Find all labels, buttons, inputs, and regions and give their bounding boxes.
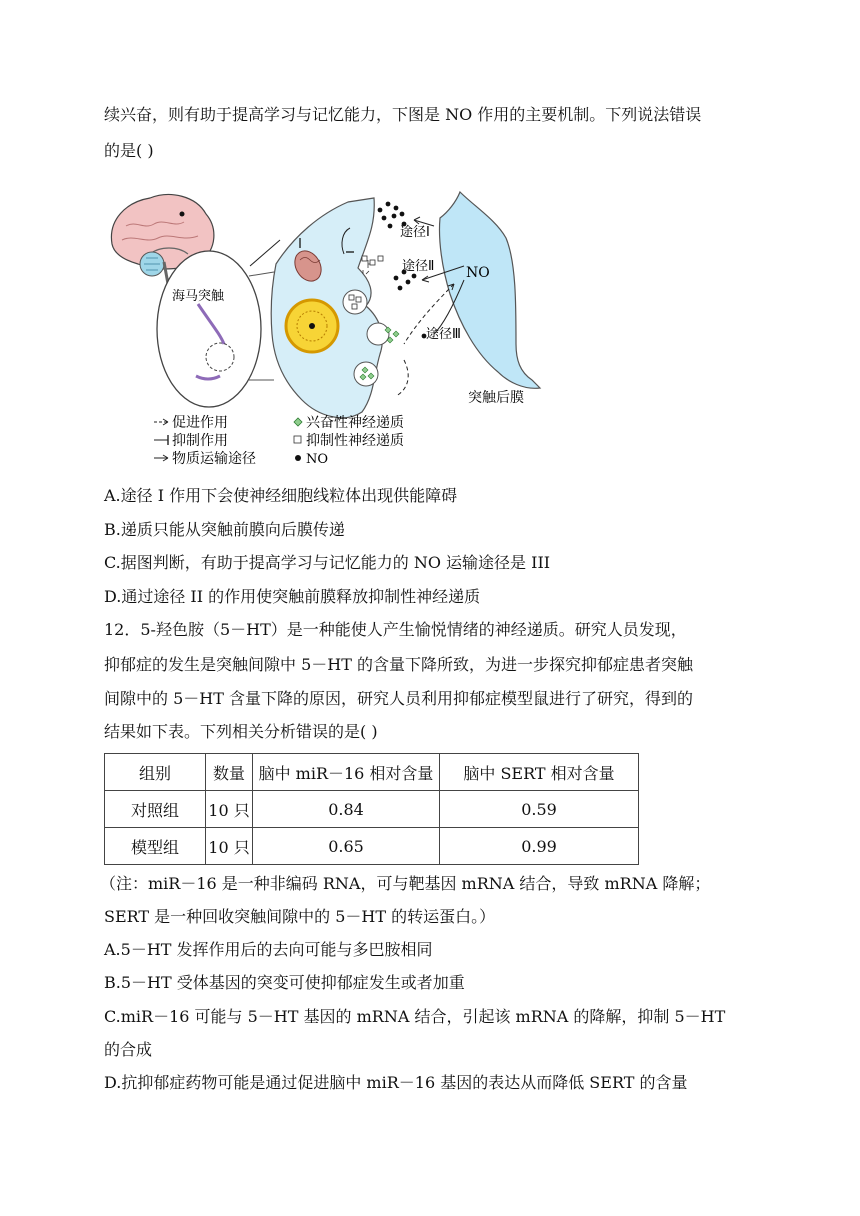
intro-line-1: 续兴奋，则有助于提高学习与记忆能力，下图是 NO 作用的主要机制。下列说法错误 — [104, 105, 702, 124]
q12-stem-line-4: 结果如下表。下列相关分析错误的是( ) — [104, 722, 378, 741]
pathway-1-label: 途径Ⅰ — [400, 225, 430, 240]
header-sert: 脑中 SERT 相对含量 — [440, 754, 639, 791]
no-mechanism-figure — [104, 184, 554, 474]
cell-mir16: 0.65 — [253, 828, 440, 865]
postsynaptic-label: 突触后膜 — [468, 390, 524, 406]
header-mir16: 脑中 miR－16 相对含量 — [253, 754, 440, 791]
q11-option-d: D.通过途径 II 的作用使突触前膜释放抑制性神经递质 — [104, 587, 481, 606]
presynaptic-neuron — [250, 198, 399, 418]
no-label: NO — [466, 265, 490, 281]
table-row — [105, 791, 639, 828]
pathway-3-label: 途径Ⅲ — [426, 327, 461, 342]
q11-option-a: A.途径 I 作用下会使神经细胞线粒体出现供能障碍 — [104, 486, 458, 505]
note-line-1: （注：miR－16 是一种非编码 RNA，可与靶基因 mRNA 结合，导致 mRNA 降解； — [100, 874, 711, 893]
header-group: 组别 — [105, 754, 206, 791]
legend-transport: 物质运输途径 — [172, 451, 256, 467]
table-row — [105, 828, 639, 865]
cell-count: 10 只 — [206, 791, 253, 828]
q12-option-c-line-2: 的合成 — [104, 1040, 153, 1059]
postsynaptic-membrane — [439, 192, 540, 406]
results-table — [104, 753, 639, 865]
q12-option-d: D.抗抑郁症药物可能是通过促进脑中 miR－16 基因的表达从而降低 SERT 的含量 — [104, 1073, 688, 1092]
q12-option-a: A.5－HT 发挥作用后的去向可能与多巴胺相同 — [104, 940, 433, 959]
figure-legend — [154, 414, 404, 467]
header-count: 数量 — [206, 754, 253, 791]
cell-group: 模型组 — [105, 828, 206, 865]
legend-inhibit: 抑制作用 — [172, 433, 228, 449]
q12-stem-line-3: 间隙中的 5－HT 含量下降的原因，研究人员利用抑郁症模型鼠进行了研究，得到的 — [104, 689, 693, 708]
hippocampus-label: 海马突触 — [172, 289, 225, 304]
legend-excitatory: 兴奋性神经递质 — [306, 415, 404, 431]
legend-no: NO — [306, 452, 329, 467]
q12-stem-line-1: 12．5-羟色胺（5－HT）是一种能使人产生愉悦情绪的神经递质。研究人员发现， — [104, 620, 687, 639]
hippocampus-zoom — [157, 251, 261, 407]
intro-line-2: 的是( ) — [104, 141, 154, 160]
q11-option-c: C.据图判断，有助于提高学习与记忆能力的 NO 运输途径是 III — [104, 553, 551, 572]
cell-mir16: 0.84 — [253, 791, 440, 828]
q12-stem-line-2: 抑郁症的发生是突触间隙中 5－HT 的含量下降所致，为进一步探究抑郁症患者突触 — [104, 655, 693, 674]
cell-sert: 0.59 — [440, 791, 639, 828]
legend-promote: 促进作用 — [172, 415, 228, 431]
q11-option-b: B.递质只能从突触前膜向后膜传递 — [104, 520, 345, 539]
table-header-row — [105, 754, 639, 791]
q12-option-b: B.5－HT 受体基因的突变可使抑郁症发生或者加重 — [104, 973, 465, 992]
pathway-2-label: 途径Ⅱ — [402, 259, 435, 274]
legend-inhibitory: 抑制性神经递质 — [306, 433, 404, 449]
note-line-2: SERT 是一种回收突触间隙中的 5－HT 的转运蛋白。） — [104, 907, 496, 926]
cell-group: 对照组 — [105, 791, 206, 828]
q12-option-c-line-1: C.miR－16 可能与 5－HT 基因的 mRNA 结合，引起该 mRNA 的降解，抑制 5－HT — [104, 1007, 726, 1026]
cell-sert: 0.99 — [440, 828, 639, 865]
cell-count: 10 只 — [206, 828, 253, 865]
